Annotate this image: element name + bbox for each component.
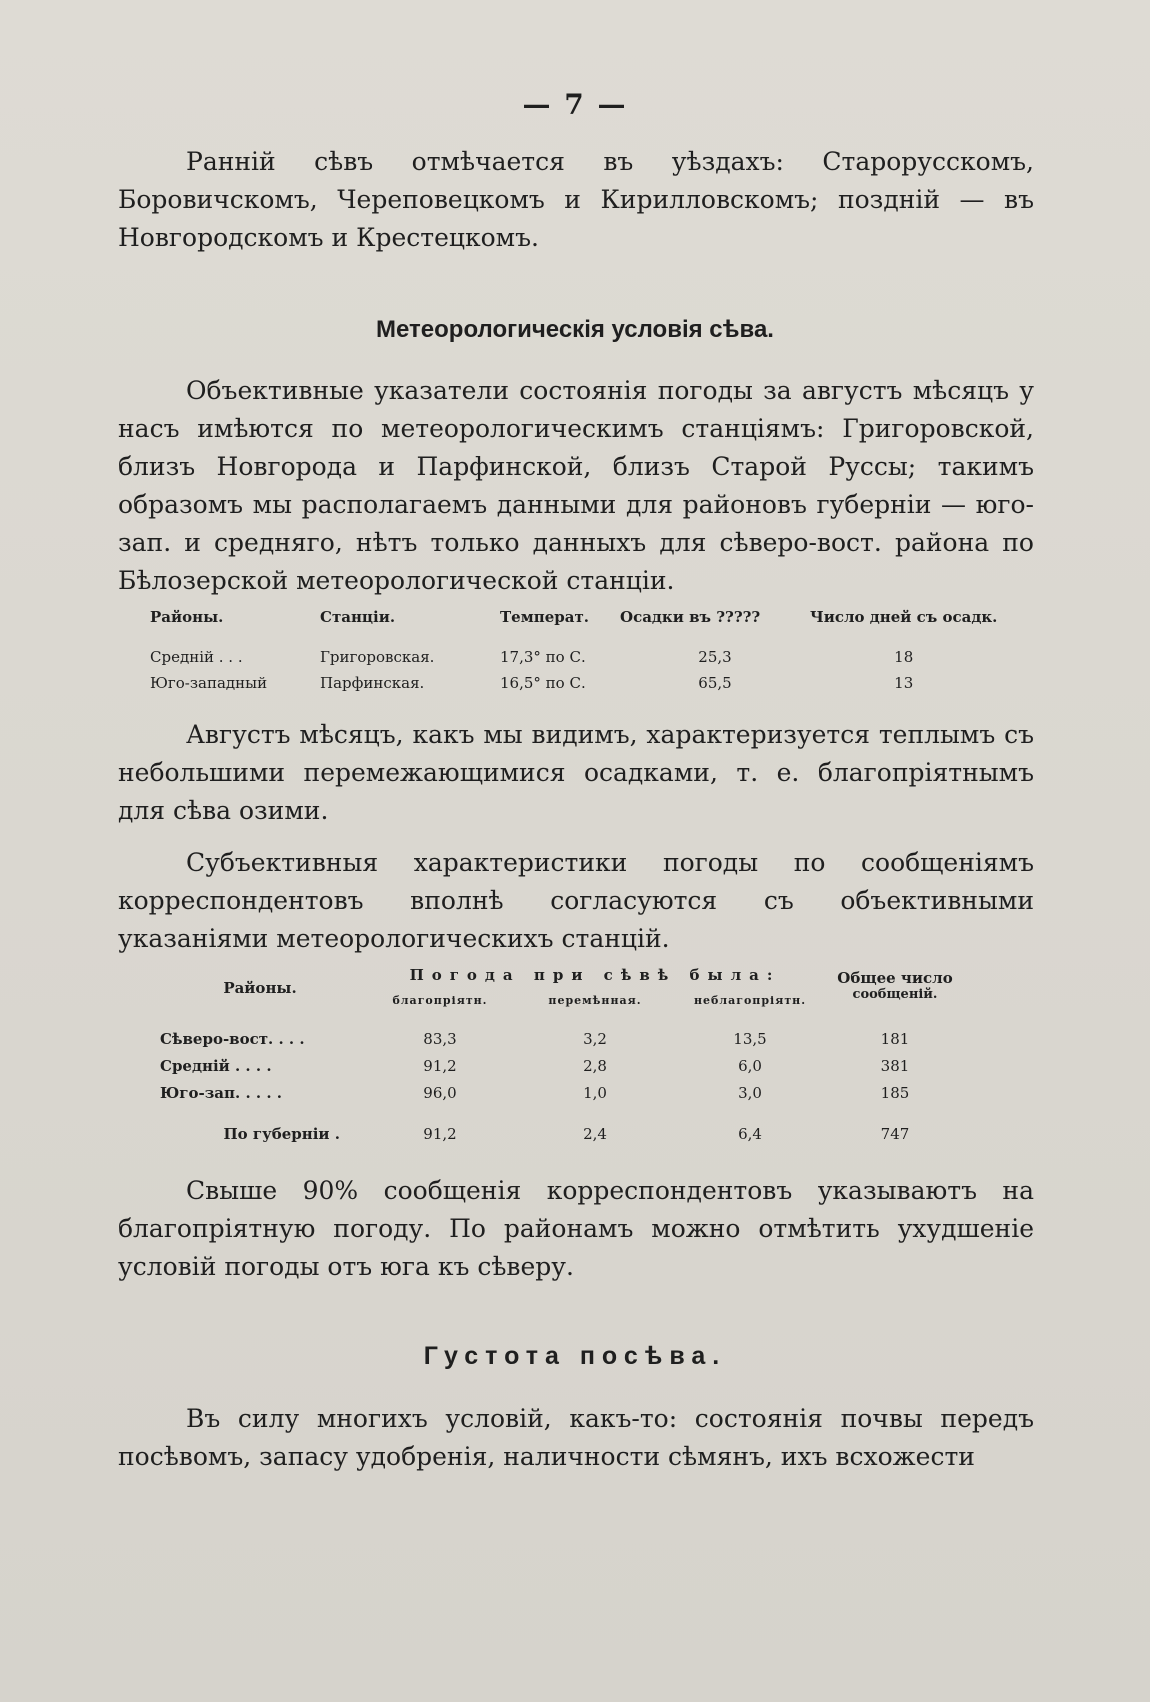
cell-total: 181 [880, 1029, 910, 1048]
col-header-region: Районы. [150, 608, 224, 626]
heading-meteorological: Метеорологическія условія сѣва. [376, 316, 774, 343]
cell-variable: 2,8 [583, 1056, 607, 1075]
cell-region: Средній . . . . [160, 1056, 272, 1075]
table-row [160, 1052, 960, 1079]
cell-region: Юго-зап. . . . . [160, 1083, 282, 1102]
table-header-row [150, 602, 997, 644]
cell-variable: 3,2 [583, 1029, 607, 1048]
cell-station: Парфинская. [320, 674, 425, 692]
table-row [150, 670, 997, 696]
paragraph-august-summary: Августъ мѣсяцъ, какъ мы видимъ, характеризуется теплымъ съ небольшими перемежающимися осадками, т. е. благопріятнымъ для сѣва озими. [118, 720, 1034, 825]
group-header-weather: Погода при сѣвѣ была: [409, 966, 781, 984]
paragraph-early-sowing: Ранній сѣвъ отмѣчается въ уѣздахъ: Старорусскомъ, Боровичскомъ, Череповецкомъ и Кирилловскомъ; поздній — въ Новгородскомъ и Крестецкомъ. [118, 147, 1034, 252]
cell-total: 185 [880, 1083, 910, 1102]
col-header-region: Районы. [223, 979, 297, 997]
cell-region: Сѣверо-вост. . . . [160, 1029, 305, 1048]
cell-favorable: 91,2 [423, 1124, 457, 1143]
table-row [150, 644, 997, 670]
cell-region: Средній . . . [150, 648, 243, 666]
col-header-total-2: сообщеній. [852, 987, 938, 1002]
cell-temperature: 16,5° по С. [500, 674, 586, 692]
cell-total: 747 [880, 1124, 910, 1143]
table-total-row [160, 1120, 960, 1147]
cell-region: Юго-западный [150, 674, 268, 692]
cell-precipitation: 25,3 [698, 648, 732, 666]
weather-stations-table [150, 602, 997, 696]
cell-station: Григоровская. [320, 648, 435, 666]
paragraph-objective-indicators: Объективные указатели состоянія погоды за августъ мѣсяцъ у насъ имѣются по метеорологическимъ станціямъ: Григоровской, близъ Новгорода и Парфинской, близъ Старой Руссы; такимъ образомъ мы располагаемъ данными для районовъ губерніи — юго-зап. и средняго, нѣтъ только данныхъ для сѣверо-вост. района по Бѣлозерской метеорологической станціи. [118, 376, 1034, 595]
col-header-temperature: Температ. [500, 608, 589, 626]
cell-variable: 2,4 [583, 1124, 607, 1143]
col-header-total-1: Общее число [837, 969, 953, 987]
cell-favorable: 91,2 [423, 1056, 457, 1075]
cell-favorable: 83,3 [423, 1029, 457, 1048]
heading-sowing-density: Густота посѣва. [423, 1342, 727, 1370]
page-number: — 7 — [522, 88, 628, 121]
col-header-precipitation: Осадки въ ????? [620, 608, 761, 626]
cell-unfavorable: 6,4 [738, 1124, 762, 1143]
cell-unfavorable: 6,0 [738, 1056, 762, 1075]
paragraph-over-90: Свыше 90% сообщенія корреспондентовъ указываютъ на благопріятную погоду. По районамъ можно отмѣтить ухудшеніе условій погоды отъ юга къ сѣверу. [118, 1176, 1034, 1281]
cell-region-total: По губерніи . [223, 1124, 340, 1143]
cell-variable: 1,0 [583, 1083, 607, 1102]
cell-temperature: 17,3° по С. [500, 648, 586, 666]
cell-precipitation: 65,5 [698, 674, 732, 692]
col-header-unfavorable: неблагопріятн. [693, 993, 807, 1007]
table-row [160, 1079, 960, 1106]
table-row [160, 1025, 960, 1052]
cell-favorable: 96,0 [423, 1083, 457, 1102]
cell-unfavorable: 13,5 [733, 1029, 767, 1048]
cell-unfavorable: 3,0 [738, 1083, 762, 1102]
col-header-rain-days: Число дней съ осадк. [810, 608, 998, 626]
paragraph-subjective: Субъективныя характеристики погоды по сообщеніямъ корреспондентовъ вполнѣ согласуются съ объективными указаніями метеорологическихъ станцій. [118, 848, 1034, 953]
col-header-favorable: благопріятн. [392, 993, 488, 1007]
cell-total: 381 [880, 1056, 910, 1075]
cell-rain-days: 13 [894, 674, 914, 692]
col-header-station: Станціи. [320, 608, 396, 626]
col-header-variable: перемѣнная. [548, 993, 642, 1007]
cell-rain-days: 18 [894, 648, 914, 666]
sowing-weather-table [160, 963, 960, 1147]
paragraph-conditions: Въ силу многихъ условій, какъ-то: состоянія почвы передъ посѣвомъ, запасу удобренія, наличности сѣмянъ, ихъ всхожести [118, 1404, 1034, 1471]
